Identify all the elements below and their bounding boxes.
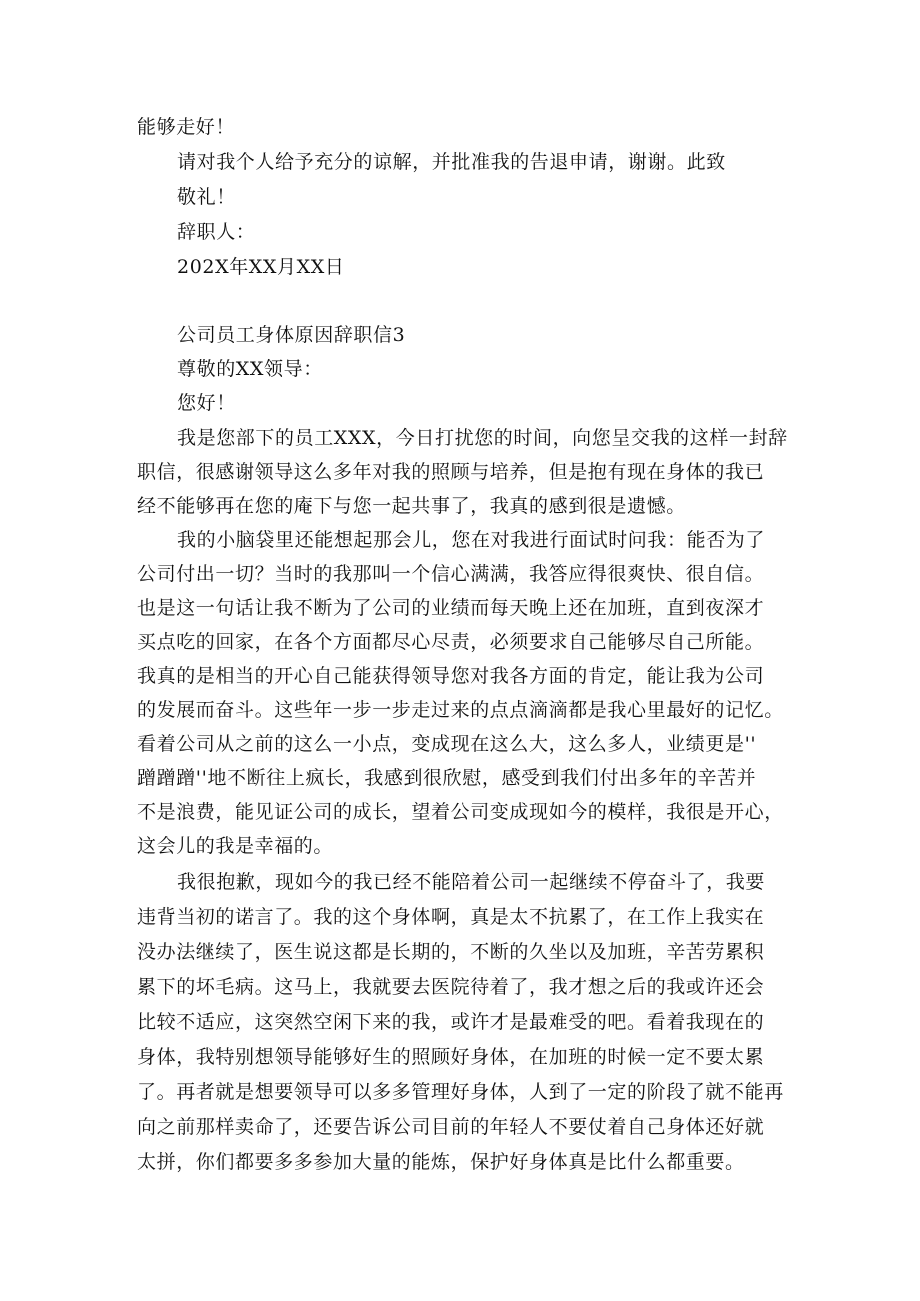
paragraph-line: 了。再者就是想要领导可以多多管理好身体，人到了一定的阶段了就不能再 [137,1081,784,1103]
paragraph-line: 蹭蹭蹭''地不断往上疯长，我感到很欣慰，感受到我们付出多年的辛苦并 [137,767,757,789]
paragraph-line: 我的小脑袋里还能想起那会儿，您在对我进行面试时问我：能否为了 [177,529,766,551]
paragraph-line: 这会儿的我是幸福的。 [137,835,334,857]
paragraph-line: 我真的是相当的开心自己能获得领导您对我各方面的肯定，能让我为公司 [137,665,765,687]
paragraph-line: 看着公司从之前的这么一小点，变成现在这么大，这么多人，业绩更是'' [137,733,757,755]
text-line: 能够走好！ [137,116,236,138]
paragraph-line: 公司付出一切？当时的我那叫一个信心满满，我答应得很爽快、很自信。 [137,563,765,585]
paragraph-line: 违背当初的诺言了。我的这个身体啊，真是太不抗累了，在工作上我实在 [137,906,765,928]
paragraph-line: 不是浪费，能见证公司的成长，望着公司变成现如今的模样，我很是开心， [137,801,784,823]
paragraph-line: 也是这一句话让我不断为了公司的业绩而每天晚上还在加班，直到夜深才 [137,597,765,619]
closing: 敬礼！ [177,186,236,208]
paragraph-line: 比较不适应，这突然空闲下来的我，或许才是最难受的吧。看着我现在的 [137,1011,765,1033]
paragraph-line: 我很抱歉，现如今的我已经不能陪着公司一起继续不停奋斗了，我要 [177,871,766,893]
signer-label: 辞职人： [177,221,256,243]
text-line: 请对我个人给予充分的谅解，并批准我的告退申请，谢谢。此致 [177,151,726,173]
paragraph-line: 太拼，你们都要多多参加大量的能炼，保护好身体真是比什么都重要。 [137,1151,745,1173]
paragraph-line: 经不能够再在您的庵下与您一起共事了，我真的感到很是遗憾。 [137,495,686,517]
paragraph-line: 身体，我特别想领导能够好生的照顾好身体，在加班的时候一定不要太累 [137,1046,765,1068]
greeting: 您好！ [177,392,236,414]
paragraph-line: 买点吃的回家，在各个方面都尽心尽责，必须要求自己能够尽自己所能。 [137,631,765,653]
paragraph-line: 没办法继续了，医生说这都是长期的，不断的久坐以及加班，辛苦劳累积 [137,941,765,963]
paragraph-line: 职信，很感谢领导这么多年对我的照顾与培养，但是抱有现在身体的我已 [137,461,765,483]
paragraph-line: 的发展而奋斗。这些年一步一步走过来的点点滴滴都是我心里最好的记忆。 [137,699,784,721]
paragraph-line: 累下的坏毛病。这马上，我就要去医院待着了，我才想之后的我或许还会 [137,976,765,998]
date-line: 202X年XX月XX日 [177,256,345,278]
letter-title: 公司员工身体原因辞职信3 [177,324,406,346]
paragraph-line: 向之前那样卖命了，还要告诉公司目前的年轻人不要仗着自己身体还好就 [137,1116,765,1138]
salutation: 尊敬的XX领导： [177,358,323,380]
paragraph-line: 我是您部下的员工XXX，今日打扰您的时间，向您呈交我的这样一封辞 [177,427,788,449]
